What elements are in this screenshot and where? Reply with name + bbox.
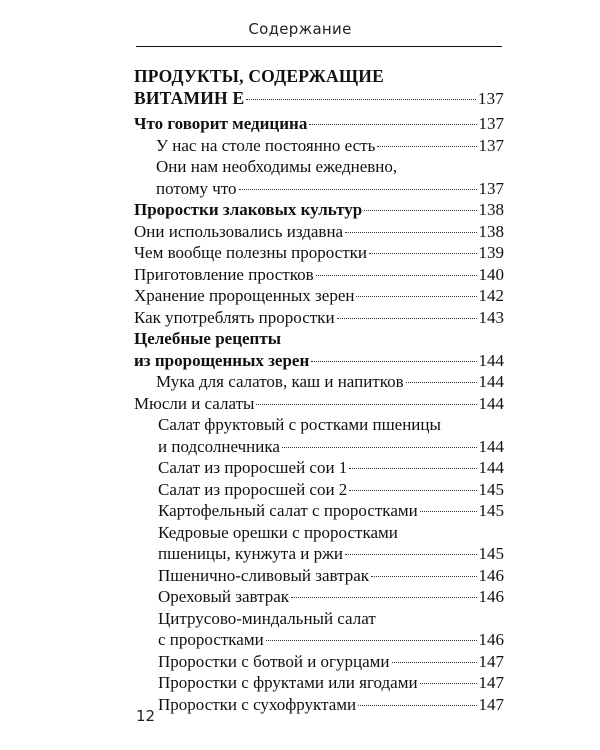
- toc-entry[interactable]: [134, 608, 504, 651]
- toc-entry[interactable]: [134, 522, 504, 565]
- toc-entry-label: Салат из проросшей сои 2: [158, 479, 348, 499]
- dot-leader: [246, 99, 476, 100]
- toc-entry-label: Кедровые орешки с проростками: [158, 522, 398, 542]
- toc-entry-label: Цитрусово-миндальный салат: [158, 608, 376, 628]
- toc-page-number: 146: [478, 630, 504, 649]
- toc-page-number: 138: [478, 221, 504, 241]
- toc-entry-label: потому что: [156, 178, 237, 198]
- toc-entry-label: Салат фруктовый с ростками пшеницы: [158, 415, 441, 434]
- dot-leader: [345, 554, 477, 555]
- toc-entry-label: Целебные рецепты: [134, 329, 281, 348]
- toc-entry[interactable]: [134, 457, 504, 479]
- toc-entry[interactable]: [134, 199, 504, 221]
- toc-entry-label: Мюсли и салаты: [134, 393, 255, 413]
- toc-page-number: 145: [478, 479, 504, 499]
- toc-page-number: 137: [477, 88, 504, 108]
- dot-leader: [291, 597, 476, 598]
- toc-entry[interactable]: [134, 135, 504, 157]
- toc-entry[interactable]: [134, 586, 504, 608]
- toc-entry-label: Чем вообще полезны проростки: [134, 243, 367, 262]
- toc-entry[interactable]: [134, 307, 504, 329]
- toc-entry[interactable]: [134, 565, 504, 587]
- toc-page-number: 143: [478, 307, 504, 327]
- toc-entry-label: и подсолнечника: [158, 436, 280, 456]
- toc-entry-label: Приготовление простков: [134, 264, 314, 284]
- dot-leader: [337, 318, 477, 319]
- dot-leader: [377, 146, 476, 147]
- toc-page-number: 147: [478, 673, 504, 692]
- dot-leader: [392, 662, 477, 663]
- toc-entry-label: ПРОДУКТЫ, СОДЕРЖАЩИЕ: [134, 66, 384, 86]
- toc-entry-label: Хранение пророщенных зерен: [134, 286, 355, 305]
- dot-leader: [406, 382, 477, 383]
- dot-leader: [371, 576, 476, 577]
- dot-leader: [316, 275, 477, 276]
- toc-page-number: 144: [478, 350, 504, 370]
- toc-entry-label: Как употреблять проростки: [134, 307, 335, 327]
- running-head: Содержание: [248, 20, 352, 38]
- toc-entry-label: Мука для салатов, каш и напитков: [156, 372, 404, 391]
- toc-entry[interactable]: [134, 328, 504, 371]
- dot-leader: [420, 511, 477, 512]
- toc-page-number: 142: [478, 286, 504, 305]
- dot-leader: [349, 490, 476, 491]
- toc-entry[interactable]: [134, 479, 504, 501]
- toc-entry-label: Проростки с ботвой и огурцами: [158, 651, 390, 671]
- dot-leader: [420, 683, 477, 684]
- toc-page-number: 138: [478, 200, 504, 219]
- dot-leader: [309, 124, 476, 125]
- toc-entry[interactable]: [134, 672, 504, 694]
- toc-entry[interactable]: [134, 694, 504, 716]
- toc-entry-label: Пшенично-сливовый завтрак: [158, 565, 370, 585]
- toc-entry[interactable]: [134, 66, 504, 109]
- toc-entry-label: из пророщенных зерен: [134, 350, 310, 370]
- toc-page-number: 137: [478, 114, 504, 133]
- toc-page-number: 137: [478, 135, 504, 155]
- toc-page-number: 144: [478, 372, 504, 391]
- toc-entry[interactable]: [134, 393, 504, 415]
- table-of-contents: [134, 62, 504, 715]
- toc-entry-label: с проростками: [158, 630, 264, 649]
- toc-page-number: 137: [478, 178, 504, 198]
- dot-leader: [311, 361, 476, 362]
- toc-entry-label: Проростки злаковых культур: [134, 200, 363, 219]
- toc-entry-label: Они использовались издавна: [134, 221, 344, 241]
- toc-page-number: 146: [478, 587, 504, 606]
- toc-entry[interactable]: [134, 500, 504, 522]
- toc-page-number: 145: [478, 501, 504, 520]
- toc-page-number: 147: [478, 694, 504, 714]
- toc-entry-label: Они нам необходимы ежедневно,: [156, 157, 398, 176]
- toc-entry[interactable]: [134, 414, 504, 457]
- dot-leader: [266, 640, 477, 641]
- toc-page-number: 146: [478, 565, 504, 585]
- toc-entry-label: Картофельный салат с проростками: [158, 501, 418, 520]
- toc-entry[interactable]: [134, 264, 504, 286]
- dot-leader: [256, 404, 476, 405]
- dot-leader: [349, 468, 476, 469]
- toc-entry[interactable]: [134, 113, 504, 135]
- dot-leader: [358, 705, 476, 706]
- dot-leader: [282, 447, 477, 448]
- toc-page-number: 145: [478, 544, 504, 563]
- toc-entry-label: Проростки с сухофруктами: [158, 694, 357, 714]
- toc-page-number: 139: [478, 243, 504, 262]
- toc-entry[interactable]: [134, 156, 504, 199]
- toc-entry-label: Ореховый завтрак: [158, 587, 290, 606]
- toc-entry[interactable]: [134, 285, 504, 307]
- toc-page-number: 144: [478, 458, 504, 477]
- toc-page-number: 144: [478, 393, 504, 413]
- dot-leader: [369, 253, 477, 254]
- dot-leader: [364, 210, 476, 211]
- toc-entry-label: Проростки с фруктами или ягодами: [158, 673, 418, 692]
- toc-entry[interactable]: [134, 242, 504, 264]
- header-rule: [136, 46, 502, 47]
- toc-entry[interactable]: [134, 221, 504, 243]
- toc-entry-label: пшеницы, кунжута и ржи: [158, 544, 343, 563]
- dot-leader: [356, 296, 476, 297]
- toc-entry[interactable]: [134, 371, 504, 393]
- toc-page-number: 147: [478, 651, 504, 671]
- dot-leader: [345, 232, 476, 233]
- toc-page-number: 140: [478, 264, 504, 284]
- toc-page-number: 144: [478, 436, 504, 456]
- dot-leader: [239, 189, 477, 190]
- toc-entry-label: Салат из проросшей сои 1: [158, 458, 348, 477]
- toc-entry-label: ВИТАМИН Е: [134, 87, 245, 108]
- toc-entry-label: Что говорит медицина: [134, 114, 308, 133]
- toc-entry[interactable]: [134, 651, 504, 673]
- page-number: 12: [136, 707, 156, 725]
- toc-entry-label: У нас на столе постоянно есть: [156, 135, 376, 155]
